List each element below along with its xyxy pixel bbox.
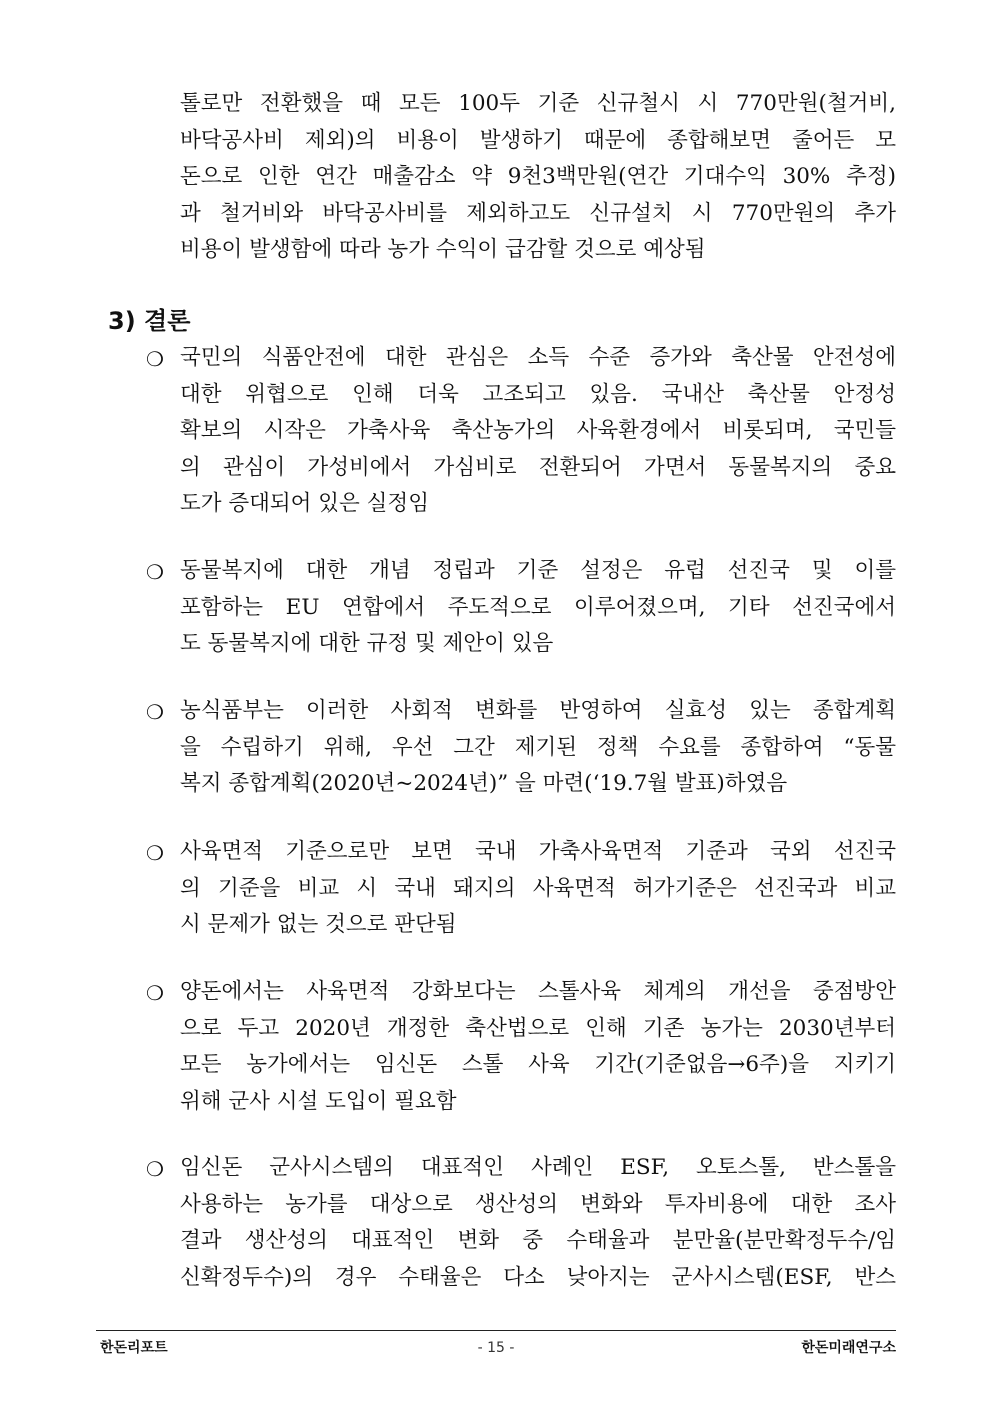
bullet-line: 의 기준을 비교 시 국내 돼지의 사육면적 허가기준은 선진국과 비교 bbox=[180, 875, 896, 901]
bullet-line: 동물복지에 대한 개념 정립과 기준 설정은 유럽 선진국 및 이를 bbox=[180, 558, 896, 583]
bullet-circle-icon: ❍ bbox=[146, 700, 164, 724]
intro-line: 톨로만 전환했을 때 모든 100두 기준 신규철시 시 770만원(철거비, bbox=[180, 91, 896, 116]
bullet-paragraph bbox=[180, 340, 896, 523]
bullet-line: 사육면적 기준으로만 보면 국내 가축사육면적 기준과 국외 선진국 bbox=[180, 839, 896, 864]
bullet-line: 대한 위협으로 인해 더욱 고조되고 있음. 국내산 축산물 안정성 bbox=[180, 381, 896, 407]
bullet-line: 신확정두수)의 경우 수태율은 다소 낮아지는 군사시스템(ESF, 반스 bbox=[180, 1264, 896, 1290]
bullet-paragraph bbox=[180, 974, 896, 1120]
bullet-line: 확보의 시작은 가축사육 축산농가의 사육환경에서 비롯되며, 국민들 bbox=[180, 418, 896, 443]
bullet-line: 의 관심이 가성비에서 가심비로 전환되어 가면서 동물복지의 중요 bbox=[180, 454, 896, 480]
section-heading: 3) 결론 bbox=[108, 307, 191, 335]
bullet-line: 을 수립하기 위해, 우선 그간 제기된 정책 수요를 종합하여 “동물 bbox=[180, 734, 896, 760]
footer-organization: 한돈미래연구소 bbox=[801, 1340, 896, 1356]
footer-divider bbox=[96, 1330, 896, 1331]
bullet-line: 도 동물복지에 대한 규정 및 제안이 있음 bbox=[180, 631, 554, 656]
bullet-line: 국민의 식품안전에 대한 관심은 소득 수준 증가와 축산물 안전성에 bbox=[180, 345, 896, 370]
bullet-line: 임신돈 군사시스템의 대표적인 사례인 ESF, 오토스톨, 반스톨을 bbox=[180, 1155, 896, 1180]
bullet-line: 결과 생산성의 대표적인 변화 중 수태율과 분만율(분만확정두수/임 bbox=[180, 1228, 896, 1253]
bullet-line: 사용하는 농가를 대상으로 생산성의 변화와 투자비용에 대한 조사 bbox=[180, 1191, 896, 1217]
intro-line: 과 철거비와 바닥공사비를 제외하고도 신규설치 시 770만원의 추가 bbox=[180, 200, 896, 226]
intro-line: 돈으로 인한 연간 매출감소 약 9천3백만원(연간 기대수익 30% 추정) bbox=[180, 164, 896, 189]
bullet-line: 양돈에서는 사육면적 강화보다는 스톨사육 체계의 개선을 중점방안 bbox=[180, 979, 896, 1004]
bullet-line: 농식품부는 이러한 사회적 변화를 반영하여 실효성 있는 종합계획 bbox=[180, 698, 896, 723]
bullet-line: 복지 종합계획(2020년~2024년)” 을 마련(‘19.7월 발표)하였음 bbox=[180, 771, 788, 796]
bullet-circle-icon: ❍ bbox=[146, 981, 164, 1005]
bullet-paragraph bbox=[180, 834, 896, 944]
bullet-line: 포함하는 EU 연합에서 주도적으로 이루어졌으며, 기타 선진국에서 bbox=[180, 594, 896, 620]
bullet-line: 으로 두고 2020년 개정한 축산법으로 인해 기존 농가는 2030년부터 bbox=[180, 1015, 896, 1041]
footer-report-title: 한돈리포트 bbox=[100, 1340, 168, 1356]
bullet-line: 위해 군사 시설 도입이 필요함 bbox=[180, 1088, 457, 1114]
bullet-line: 시 문제가 없는 것으로 판단됨 bbox=[180, 912, 457, 937]
bullet-paragraph bbox=[180, 1150, 896, 1296]
intro-paragraph bbox=[180, 86, 896, 269]
page-number: - 15 - bbox=[477, 1340, 515, 1356]
bullet-circle-icon: ❍ bbox=[146, 347, 164, 371]
bullet-line: 도가 증대되어 있은 실정임 bbox=[180, 491, 429, 516]
bullet-line: 모든 농가에서는 임신돈 스톨 사육 기간(기준없음→6주)을 지키기 bbox=[180, 1052, 896, 1077]
intro-line: 바닥공사비 제외)의 비용이 발생하기 때문에 종합해보면 줄어든 모 bbox=[180, 127, 896, 153]
bullet-paragraph bbox=[180, 553, 896, 663]
intro-line: 비용이 발생함에 따라 농가 수익이 급감할 것으로 예상됨 bbox=[180, 237, 706, 262]
bullet-circle-icon: ❍ bbox=[146, 560, 164, 584]
bullet-circle-icon: ❍ bbox=[146, 1157, 164, 1181]
bullet-paragraph bbox=[180, 693, 896, 803]
bullet-circle-icon: ❍ bbox=[146, 841, 164, 865]
